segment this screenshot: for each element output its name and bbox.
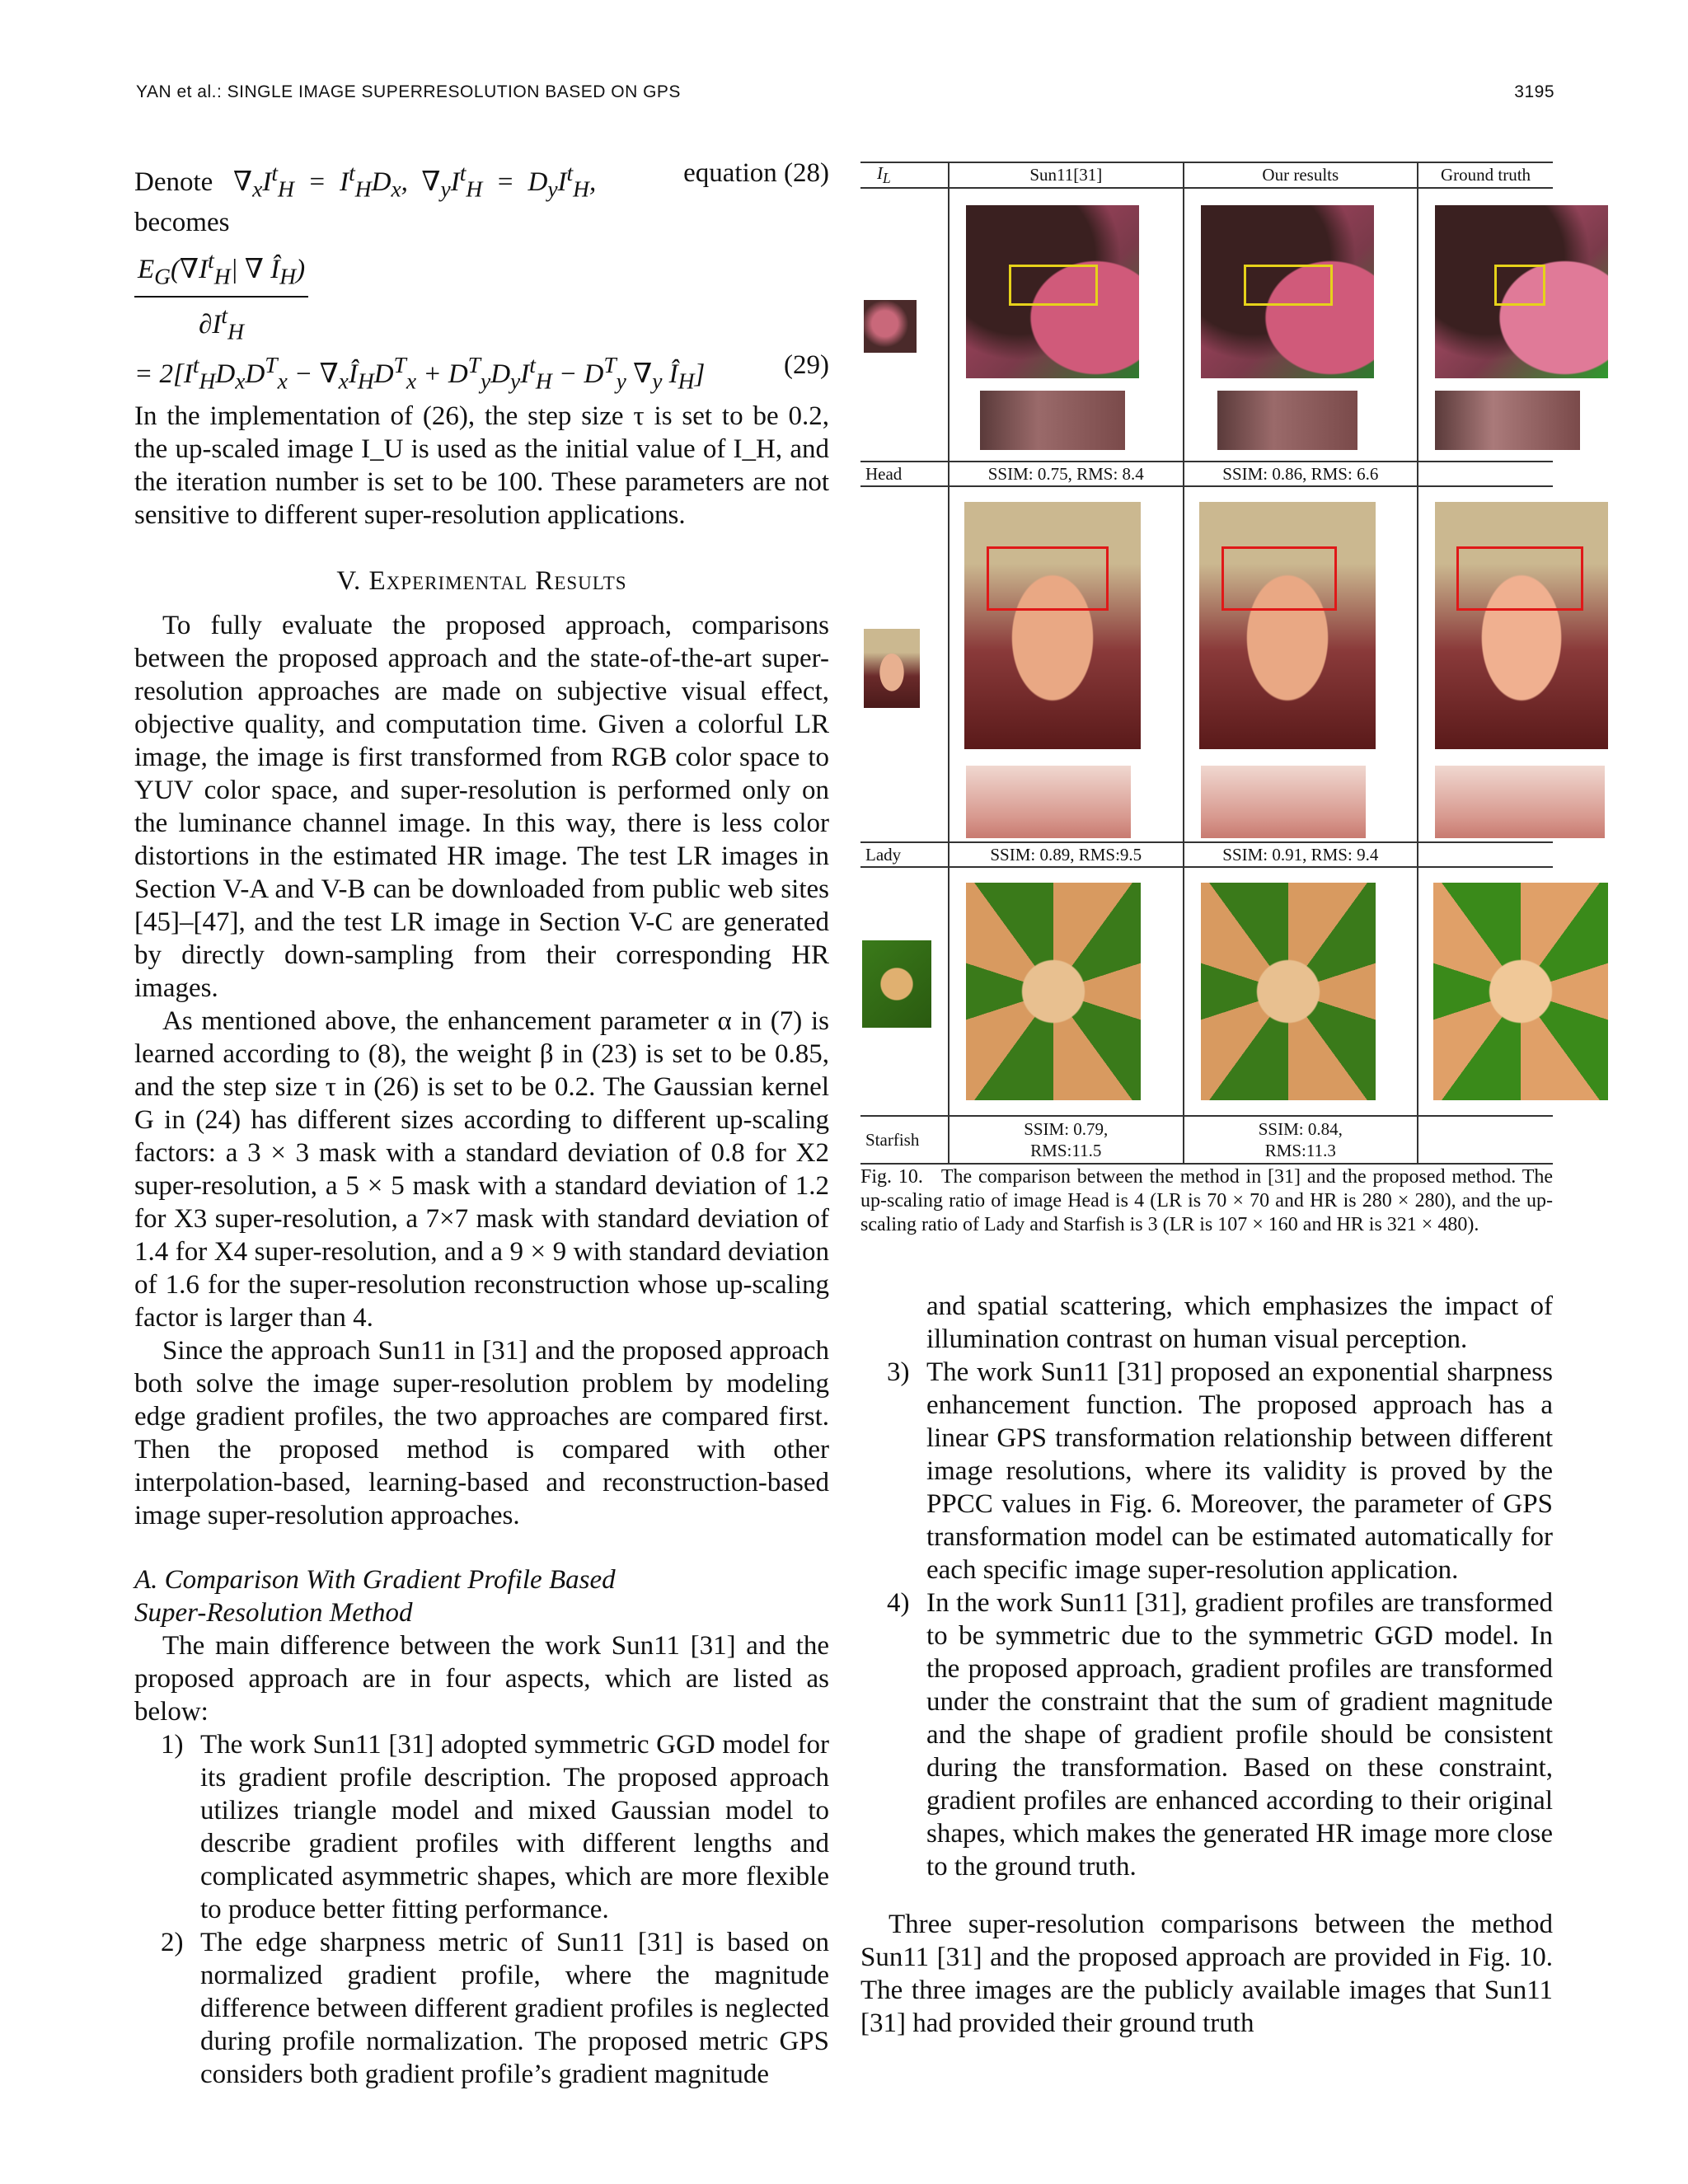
- metric-ours-head: SSIM: 0.86, RMS: 6.6: [1184, 462, 1418, 486]
- zoom-box: [1494, 265, 1545, 306]
- numbered-list: [134, 1728, 829, 2091]
- row-label-head: Head: [860, 462, 949, 486]
- gt-lady-image: [1435, 502, 1608, 749]
- metric-sun11-starfish: SSIM: 0.79, RMS:11.5: [949, 1116, 1184, 1164]
- sun11-head-crop: [980, 391, 1125, 450]
- right-column: [860, 1290, 1553, 2040]
- metric-sun11-lady: SSIM: 0.89, RMS:9.5: [949, 842, 1184, 867]
- paragraph: As mentioned above, the enhancement parameter α in (7) is learned according to (8), the weight β in (23) is set to be 0.85, and the step size τ in (26) is set to be 0.2. The Gaussian kernel G in (24) has different sizes according to different up-scaling factors: a 3 × 3 mask with a standard deviation of 0.8 for X2 super-resolution, a 5 × 5 mask with a standard deviation of 1.2 for X3 super-resolution, a 7×7 mask with standard deviation of 1.4 for X4 super-resolution, and a 9 × 9 with standard deviation of 1.6 for the super-resolution reconstruction whose up-scaling factor is larger than 4.: [134, 1005, 829, 1333]
- row-label-lady: Lady: [860, 842, 949, 867]
- numbered-list: [860, 1290, 1553, 1883]
- list-item: and spatial scattering, which emphasizes the impact of illumination contrast on human visual perception.: [926, 1291, 1553, 1354]
- sun11-lady-crop: [966, 766, 1131, 838]
- lr-head-image: [864, 300, 917, 353]
- paragraph: To fully evaluate the proposed approach, comparisons between the proposed approach and the state-of-the-art super-resolution approaches are made on subjective visual effect, objective quality, and computation time. Given a colorful LR image, the image is first transformed from RGB color space to YUV color space, and super-resolution is performed only on the luminance channel image. In this way, there is less color distortions in the estimated HR image. The test LR images in Section V-A and V-B can be downloaded from public web sites [45]–[47], and the test LR image in Section V-C are generated by directly down-sampling from their corresponding HR images.: [134, 610, 829, 1003]
- list-item: 2) The edge sharpness metric of Sun11 [31] is based on normalized gradient profile, where the magnitude difference between different gradient profiles is neglected during profile normalization. The proposed metric GPS considers both gradient profile’s gradient magnitude: [161, 1927, 829, 2089]
- col-header-ours: Our results: [1184, 162, 1418, 188]
- ours-head-crop: [1217, 391, 1357, 450]
- running-header: YAN et al.: SINGLE IMAGE SUPERRESOLUTION BASED ON GPS: [136, 82, 681, 101]
- metric-ours-lady: SSIM: 0.91, RMS: 9.4: [1184, 842, 1418, 867]
- section-title: Experimental Results: [368, 565, 627, 596]
- list-item: 1) The work Sun11 [31] adopted symmetric GGD model for its gradient profile description. The proposed approach utilizes triangle model and mixed Gaussian model to describe gradient profiles with different lengths and complicated asymmetric shapes, which are more flexible to produce better fitting performance.: [161, 1729, 829, 1924]
- zoom-box: [1221, 546, 1337, 611]
- paragraph: Three super-resolution comparisons between the method Sun11 [31] and the proposed approach are provided in Fig. 10. The three images are the publicly available images that Sun11 [31] had provided their ground truth: [860, 1910, 1553, 2038]
- lr-lady-image: [864, 629, 920, 708]
- gt-starfish-image: [1433, 883, 1608, 1100]
- paragraph: The main difference between the work Sun11 [31] and the proposed approach are in four aspects, which are listed as below:: [134, 1630, 829, 1727]
- zoom-box: [987, 546, 1109, 611]
- metric-sun11-head: SSIM: 0.75, RMS: 8.4: [949, 462, 1184, 486]
- col-header-il: $I_L$: [860, 162, 949, 188]
- section-heading: V. Experimental Results: [336, 565, 627, 596]
- ours-lady-image: [1199, 502, 1376, 749]
- col-header-sun11: Sun11[31]: [949, 162, 1184, 188]
- list-item: 3) The work Sun11 [31] proposed an exponential sharpness enhancement function. The proposed approach has a linear GPS transformation relationship between different image resolutions, where its validity is proved by the PPCC values in Fig. 6. Moreover, the parameter of GPS transformation model can be estimated automatically for each specific image super-resolution application.: [887, 1357, 1553, 1585]
- equation-fraction: $\frac{E_G(\nabla I^t_H| \nabla Î_H)}{\partial I^t_H}$: [134, 244, 308, 349]
- sun11-starfish-image: [966, 883, 1141, 1100]
- figure-caption: Fig. 10. The comparison between the method in [31] and the proposed method. The up-scaling ratio of image Head is 4 (LR is 70 × 70 and HR is 280 × 280), and the up-scaling ratio of Lady and Starfish is 3 (LR is 107 × 160 and HR is 321 × 480).: [860, 1166, 1554, 1235]
- figure-table: [860, 162, 1553, 1165]
- lr-starfish-image: [862, 940, 931, 1028]
- gt-head-crop: [1435, 391, 1580, 450]
- figure-10: [860, 162, 1553, 1165]
- ours-lady-crop: [1201, 766, 1366, 838]
- sun11-lady-image: [964, 502, 1141, 749]
- zoom-box: [1456, 546, 1583, 611]
- gt-lady-crop: [1435, 766, 1605, 838]
- ours-starfish-image: [1201, 883, 1376, 1100]
- paragraph: Since the approach Sun11 in [31] and the proposed approach both solve the image super-resolution problem by modeling edge gradient profiles, the two approaches are compared first. Then the proposed method is compared with other interpolation-based, learning-based and reconstruction-based image super-resolution approaches.: [134, 1335, 829, 1530]
- metric-ours-starfish: SSIM: 0.84, RMS:11.3: [1184, 1116, 1418, 1164]
- left-column: [134, 157, 829, 2091]
- page-number: 3195: [1514, 82, 1554, 101]
- list-item: 4) In the work Sun11 [31], gradient profiles are transformed to be symmetric due to the symmetric GGD model. In the proposed approach, gradient profiles are transformed under the constraint that the sum of gradient magnitude and the shape of gradient profile should be consistent during the transformation. Based on these constraint, gradient profiles are enhanced according to their original shapes, which makes the generated HR image more close to the ground truth.: [887, 1588, 1553, 1882]
- zoom-box: [1244, 265, 1333, 306]
- row-label-starfish: Starfish: [860, 1116, 949, 1164]
- paragraph: In the implementation of (26), the step size τ is set to be 0.2, the up-scaled image I_U is used as the initial value of I_H, and the iteration number is set to be 100. These parameters are not sensitive to different super-resolution applications.: [134, 401, 829, 530]
- col-header-gt: Ground truth: [1418, 162, 1553, 188]
- zoom-box: [1009, 265, 1098, 306]
- equation-number: (29): [784, 349, 829, 380]
- equation-29: $\frac{E_G(\nabla I^t_H| \nabla Î_H)}{\partial I^t_H}$ = $2[I^t_HD_xD^T_x$ − $\nabla_xÎ_HD^T_x + D^T_yD_yI^t_H - D^T_y$ $\nabla_y$ $Î_H$] (29): [134, 244, 829, 388]
- subsection-heading: A. Comparison With Gradient Profile Based Super-Resolution Method: [134, 1564, 616, 1628]
- equation-intro: Denote $\nabla_xI^t_H = I^t_HD_x$, $\nabla_yI^t_H = D_yI^t_H$, equation (28) becomes: [134, 158, 829, 237]
